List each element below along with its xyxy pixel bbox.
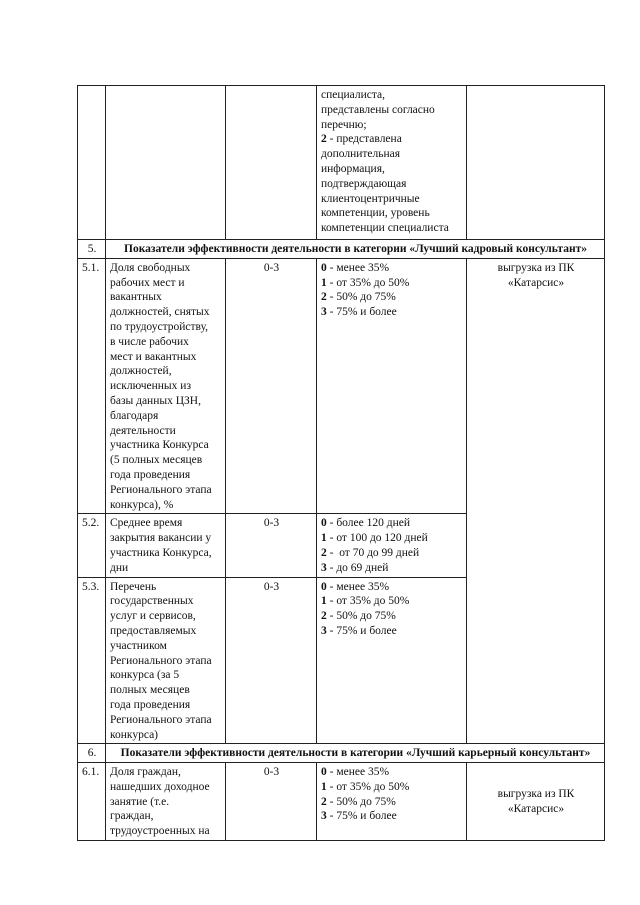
- criterion-line: [321, 546, 463, 561]
- indicator-line: конкурса), %: [110, 498, 174, 511]
- criterion-line: [321, 206, 463, 221]
- indicator-line: благодаря: [110, 409, 159, 422]
- criterion-line: [321, 809, 463, 824]
- criterion-text: - 75% и более: [326, 624, 397, 637]
- criterion-line: [321, 795, 463, 810]
- criterion-score: 1: [321, 532, 327, 545]
- indicator-line: участника Конкурса,: [110, 546, 212, 559]
- score-range: 0-3: [226, 514, 317, 577]
- criterion-text: - менее 35%: [326, 766, 390, 779]
- criterion-line: [321, 609, 463, 624]
- continuation-row: [78, 86, 605, 240]
- criterion-score: 2: [321, 610, 327, 623]
- criterion-line: [321, 118, 463, 133]
- indicator-line: базы данных ЦЗН,: [110, 394, 201, 407]
- indicator-line: исключенных из: [110, 380, 191, 393]
- indicator-line: Регионального этапа: [110, 713, 212, 726]
- indicator-line: года проведения: [110, 468, 191, 481]
- criterion-score: 3: [321, 810, 327, 823]
- criterion-text: дополнительная: [321, 148, 401, 161]
- criterion-text: компетенции, уровень: [321, 207, 430, 220]
- indicator-line: (5 полных месяцев: [110, 454, 203, 467]
- indicator-line: конкурса): [110, 728, 159, 741]
- data-source-line: выгрузка из ПК: [497, 261, 575, 274]
- criterion-line: [321, 594, 463, 609]
- criterion-line: [321, 103, 463, 118]
- criterion-text: - представлена: [326, 133, 402, 146]
- indicator-line: вакантных: [110, 291, 162, 304]
- criterion-line: [321, 765, 463, 780]
- criterion-score: 1: [321, 780, 327, 793]
- evaluation-table: [77, 85, 605, 841]
- section-header-row: [78, 240, 605, 259]
- criterion-score: 2: [321, 291, 327, 304]
- criterion-line: [321, 147, 463, 162]
- data-source-line: «Катарсис»: [507, 803, 565, 816]
- criterion-text: информация,: [321, 162, 385, 175]
- indicator-number: 5.2.: [78, 514, 106, 577]
- indicator-line: дни: [110, 561, 129, 574]
- criterion-score: 1: [321, 276, 327, 289]
- criterion-line: [321, 561, 463, 576]
- criterion-text: - 50% до 75%: [326, 291, 396, 304]
- criterion-text: - 50% до 75%: [326, 795, 396, 808]
- indicator-name: [106, 577, 226, 744]
- indicator-name: [106, 514, 226, 577]
- criterion-score: 3: [321, 624, 327, 637]
- continuation-criteria-cell: [317, 86, 467, 240]
- indicator-line: Доля свободных: [110, 261, 191, 274]
- continuation-number-cell: [78, 86, 106, 240]
- criterion-score: 0: [321, 580, 327, 593]
- indicator-line: участником: [110, 639, 167, 652]
- indicator-line: Регионального этапа: [110, 654, 212, 667]
- criterion-score: 2: [321, 546, 327, 559]
- criterion-score: 1: [321, 595, 327, 608]
- criterion-line: [321, 162, 463, 177]
- score-range: 0-3: [226, 258, 317, 514]
- section-number: 5.: [78, 240, 106, 259]
- indicator-line: услуг и сервисов,: [110, 610, 196, 623]
- criterion-score: 2: [321, 133, 327, 146]
- indicator-number: 5.1.: [78, 258, 106, 514]
- criterion-line: [321, 580, 463, 595]
- criterion-line: [321, 88, 463, 103]
- continuation-source-cell: [467, 86, 605, 240]
- indicator-line: конкурса (за 5: [110, 669, 180, 682]
- criterion-line: [321, 177, 463, 192]
- criterion-text: - от 100 до 120 дней: [326, 532, 428, 545]
- data-source: [467, 763, 605, 841]
- criterion-text: - 50% до 75%: [326, 610, 396, 623]
- document-page: [77, 85, 604, 841]
- criterion-score: 3: [321, 561, 327, 574]
- criterion-text: компетенции специалиста: [321, 222, 449, 235]
- criterion-text: представлены согласно: [321, 103, 435, 116]
- indicator-line: рабочих мест и: [110, 276, 185, 289]
- indicator-line: в числе рабочих: [110, 335, 189, 348]
- criterion-text: - менее 35%: [326, 580, 390, 593]
- criterion-line: [321, 305, 463, 320]
- indicator-line: года проведения: [110, 698, 191, 711]
- indicator-row: [78, 763, 605, 841]
- indicator-name: [106, 258, 226, 514]
- indicator-row: [78, 258, 605, 514]
- criterion-text: - от 35% до 50%: [326, 595, 410, 608]
- criterion-score: 3: [321, 306, 327, 319]
- criterion-score: 0: [321, 261, 327, 274]
- criterion-text: перечню;: [321, 118, 367, 131]
- criterion-score: 0: [321, 517, 327, 530]
- criterion-line: [321, 192, 463, 207]
- criterion-line: [321, 261, 463, 276]
- section-title: Показатели эффективности деятельности в категории «Лучший кадровый консультант»: [106, 240, 605, 259]
- criterion-line: [321, 780, 463, 795]
- section-header-row: [78, 744, 605, 763]
- indicator-line: граждан,: [110, 810, 154, 823]
- criterion-text: - от 70 до 99 дней: [326, 546, 420, 559]
- indicator-line: государственных: [110, 595, 194, 608]
- indicator-line: мест и вакантных: [110, 350, 197, 363]
- indicator-line: трудоустроенных на: [110, 825, 210, 838]
- data-source-line: выгрузка из ПК: [497, 788, 575, 801]
- indicator-number: 6.1.: [78, 763, 106, 841]
- indicator-line: занятие (т.е.: [110, 795, 170, 808]
- criterion-text: - до 69 дней: [326, 561, 389, 574]
- criterion-line: [321, 132, 463, 147]
- criterion-line: [321, 516, 463, 531]
- criteria-cell: [317, 514, 467, 577]
- criterion-text: - от 35% до 50%: [326, 276, 410, 289]
- data-source-line: «Катарсис»: [507, 276, 565, 289]
- indicator-line: должностей,: [110, 365, 172, 378]
- criterion-text: клиентоцентричные: [321, 192, 420, 205]
- score-range: 0-3: [226, 577, 317, 744]
- criteria-cell: [317, 577, 467, 744]
- indicator-line: должностей, снятых: [110, 306, 210, 319]
- criterion-text: специалиста,: [321, 89, 386, 101]
- indicator-name: [106, 763, 226, 841]
- indicator-line: Перечень: [110, 580, 157, 593]
- indicator-line: по трудоустройству,: [110, 320, 209, 333]
- criterion-score: 0: [321, 766, 327, 779]
- section-title: Показатели эффективности деятельности в категории «Лучший карьерный консультант»: [106, 744, 605, 763]
- criterion-line: [321, 221, 463, 236]
- continuation-indicator-cell: [106, 86, 226, 240]
- evaluation-table-body: [78, 86, 605, 841]
- indicator-line: нашедших доходное: [110, 780, 210, 793]
- indicator-line: Регионального этапа: [110, 483, 212, 496]
- criterion-line: [321, 531, 463, 546]
- criterion-line: [321, 290, 463, 305]
- indicator-line: закрытия вакансии у: [110, 532, 212, 545]
- criterion-text: - 75% и более: [326, 810, 397, 823]
- indicator-line: Доля граждан,: [110, 766, 181, 779]
- continuation-range-cell: [226, 86, 317, 240]
- indicator-line: участника Конкурса: [110, 439, 209, 452]
- section-number: 6.: [78, 744, 106, 763]
- criterion-text: - 75% и более: [326, 306, 397, 319]
- indicator-line: полных месяцев: [110, 684, 190, 697]
- criterion-line: [321, 624, 463, 639]
- score-range: 0-3: [226, 763, 317, 841]
- data-source: [467, 258, 605, 744]
- criteria-cell: [317, 763, 467, 841]
- criterion-line: [321, 276, 463, 291]
- criterion-text: - менее 35%: [326, 261, 390, 274]
- indicator-line: Среднее время: [110, 517, 183, 530]
- criterion-text: - более 120 дней: [326, 517, 410, 530]
- indicator-line: деятельности: [110, 424, 176, 437]
- criteria-cell: [317, 258, 467, 514]
- indicator-number: 5.3.: [78, 577, 106, 744]
- indicator-line: предоставляемых: [110, 624, 197, 637]
- criterion-score: 2: [321, 795, 327, 808]
- criterion-text: - от 35% до 50%: [326, 780, 410, 793]
- criterion-text: подтверждающая: [321, 177, 407, 190]
